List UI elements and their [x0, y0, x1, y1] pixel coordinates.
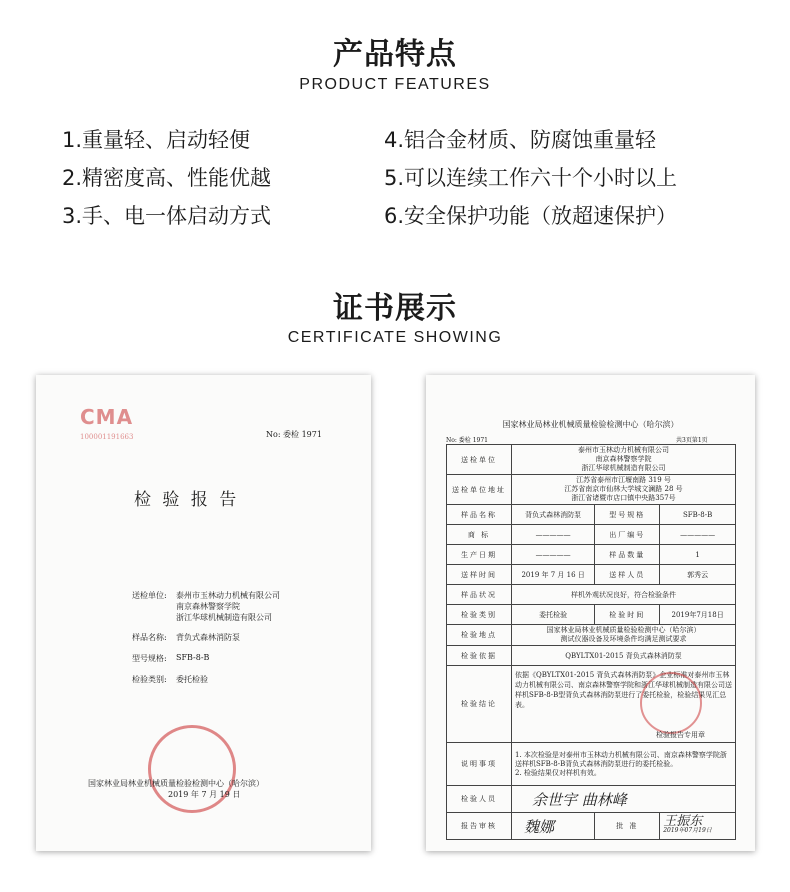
place-label: 检验地点: [447, 625, 512, 646]
table-row: [447, 743, 736, 786]
cover-client-line: 泰州市玉林动力机械有限公司: [176, 591, 280, 600]
certificate-cover-page: [36, 375, 371, 851]
address-line: 江苏省南京市仙林大学城文澜路 28 号: [564, 485, 683, 493]
cover-sample-value: 背负式森林消防泵: [176, 633, 240, 642]
send-label: 送样时间: [447, 565, 512, 585]
conclusion-label: 检验结论: [447, 666, 512, 743]
sample-value: 背负式森林消防泵: [512, 505, 595, 525]
address-label: 送检单位地址: [447, 475, 512, 505]
cover-report-no: No: 委检 1971: [266, 430, 322, 439]
table-row: [447, 445, 736, 475]
cover-client-line: 浙江华球机械制造有限公司: [176, 613, 272, 622]
basis-label: 检验依据: [447, 646, 512, 666]
report-header: 国家林业局林业机械质量检验检测中心（哈尔滨）: [502, 420, 679, 429]
client-value: [512, 445, 736, 475]
client-line: 南京森林警察学院: [595, 455, 652, 463]
cover-type-label: 检验类别:: [132, 675, 167, 684]
inspector-signature: 余世宇 曲林峰: [512, 786, 736, 813]
sample-label: 样品名称: [447, 505, 512, 525]
certificate-title: 证书展示: [333, 291, 457, 326]
cma-logo: CMA: [80, 405, 134, 429]
report-table: [446, 444, 736, 840]
table-row: [447, 605, 736, 625]
brand-label: 商 标: [447, 525, 512, 545]
state-label: 样品状况: [447, 585, 512, 605]
feature-item-6: 6.安全保护功能（放超速保护）: [384, 204, 678, 228]
serial-label: 出厂编号: [595, 525, 660, 545]
date-value: —————: [512, 545, 595, 565]
client-line: 浙江华球机械制造有限公司: [581, 464, 666, 472]
reviewer-label: 报告审核: [447, 813, 512, 840]
stamp-note: 检验报告专用章: [656, 731, 705, 739]
approve-signature: 王振东: [663, 814, 703, 829]
feature-item-1: 1.重量轻、启动轻便: [62, 128, 251, 152]
remarks-label: 说明事项: [447, 743, 512, 786]
address-value: [512, 475, 736, 505]
sender-value: 郭秀云: [660, 565, 736, 585]
cat-value: 委托检验: [512, 605, 595, 625]
features-subtitle: PRODUCT FEATURES: [299, 76, 491, 93]
table-row: [447, 545, 736, 565]
cover-client-lines: [176, 590, 280, 623]
brand-value: —————: [512, 525, 595, 545]
cat-label: 检验类别: [447, 605, 512, 625]
remarks-line: 1. 本次检验是对泰州市玉林动力机械有限公司、南京森林警察学院浙送样机SFB-8-B背负式森林消防泵进行的委托检验。: [515, 750, 727, 768]
certificate-subtitle: CERTIFICATE SHOWING: [287, 329, 503, 346]
table-row: [447, 475, 736, 505]
table-row: [447, 625, 736, 646]
model-value: SFB-8-B: [660, 505, 736, 525]
certificate-report-page: [426, 375, 755, 851]
basis-value: QBYLTX01-2015 背负式森林消防泵: [512, 646, 736, 666]
client-line: 泰州市玉林动力机械有限公司: [578, 446, 669, 454]
test-date-label: 检验时间: [595, 605, 660, 625]
feature-item-4: 4.铝合金材质、防腐蚀重量轻: [384, 128, 657, 152]
remarks-line: 2. 检验结果仅对样机有效。: [515, 768, 601, 777]
state-value: 样机外观状况良好，符合检验条件: [512, 585, 736, 605]
report-no: No: 委检 1971: [446, 437, 488, 444]
date-label: 生产日期: [447, 545, 512, 565]
test-date-value: 2019年7月18日: [660, 605, 736, 625]
cover-model-value: SFB-8-B: [176, 653, 210, 662]
cover-model-label: 型号规格:: [132, 654, 167, 663]
table-row: [447, 813, 736, 840]
conclusion-cell: [512, 666, 736, 743]
table-row: [447, 565, 736, 585]
feature-item-2: 2.精密度高、性能优越: [62, 166, 272, 190]
qty-value: 1: [660, 545, 736, 565]
place-line: 测试仪器设备及环境条件均满足测试要求: [560, 635, 687, 643]
conclusion-text: 依据《QBYLTX01-2015 背负式森林消防泵》企业标准对泰州市玉林动力机械有限公司、南京森林警察学院和浙江华球机械制造有限公司送样机SFB-8-B型背负式森林消防泵进行了委托检验，检验结果见汇总表。: [515, 671, 732, 709]
cover-sample-label: 样品名称:: [132, 633, 167, 642]
place-line: 国家林业局林业机械质量检验检测中心（哈尔滨）: [546, 626, 701, 634]
table-row: [447, 666, 736, 743]
cover-title: 检 验 报 告: [134, 490, 240, 510]
send-value: 2019 年 7 月 16 日: [512, 565, 595, 585]
address-line: 浙江省诸暨市店口镇中央路357号: [571, 494, 676, 502]
feature-item-5: 5.可以连续工作六十个小时以上: [384, 166, 678, 190]
inspector-label: 检验人员: [447, 786, 512, 813]
table-row: [447, 505, 736, 525]
sender-label: 送样人员: [595, 565, 660, 585]
cover-type-value: 委托检验: [176, 675, 208, 684]
place-value: [512, 625, 736, 646]
table-row: [447, 646, 736, 666]
cover-client-label: 送检单位:: [132, 591, 167, 600]
report-seal: [640, 672, 702, 734]
qty-label: 样品数量: [595, 545, 660, 565]
address-line: 江苏省泰州市江堰南路 319 号: [576, 476, 671, 484]
remarks-value: [512, 743, 736, 786]
reviewer-signature: 魏娜: [512, 813, 595, 840]
cover-client-line: 南京森林警察学院: [176, 602, 240, 611]
cover-issuer: 国家林业局林业机械质量检验检测中心（哈尔滨）: [88, 779, 264, 788]
cover-date: 2019 年 7 月 19 日: [168, 790, 241, 799]
approve-cell: [660, 813, 736, 840]
table-row: [447, 525, 736, 545]
client-label: 送检单位: [447, 445, 512, 475]
cma-number: 100001191663: [80, 433, 134, 441]
report-page-count: 共3页第1页: [676, 437, 708, 444]
approve-label: 批 准: [595, 813, 660, 840]
model-label: 型号规格: [595, 505, 660, 525]
table-row: [447, 786, 736, 813]
approve-date: 2019年07月19日: [663, 827, 712, 834]
serial-value: —————: [660, 525, 736, 545]
features-title: 产品特点: [333, 37, 457, 72]
table-row: [447, 585, 736, 605]
feature-item-3: 3.手、电一体启动方式: [62, 204, 272, 228]
